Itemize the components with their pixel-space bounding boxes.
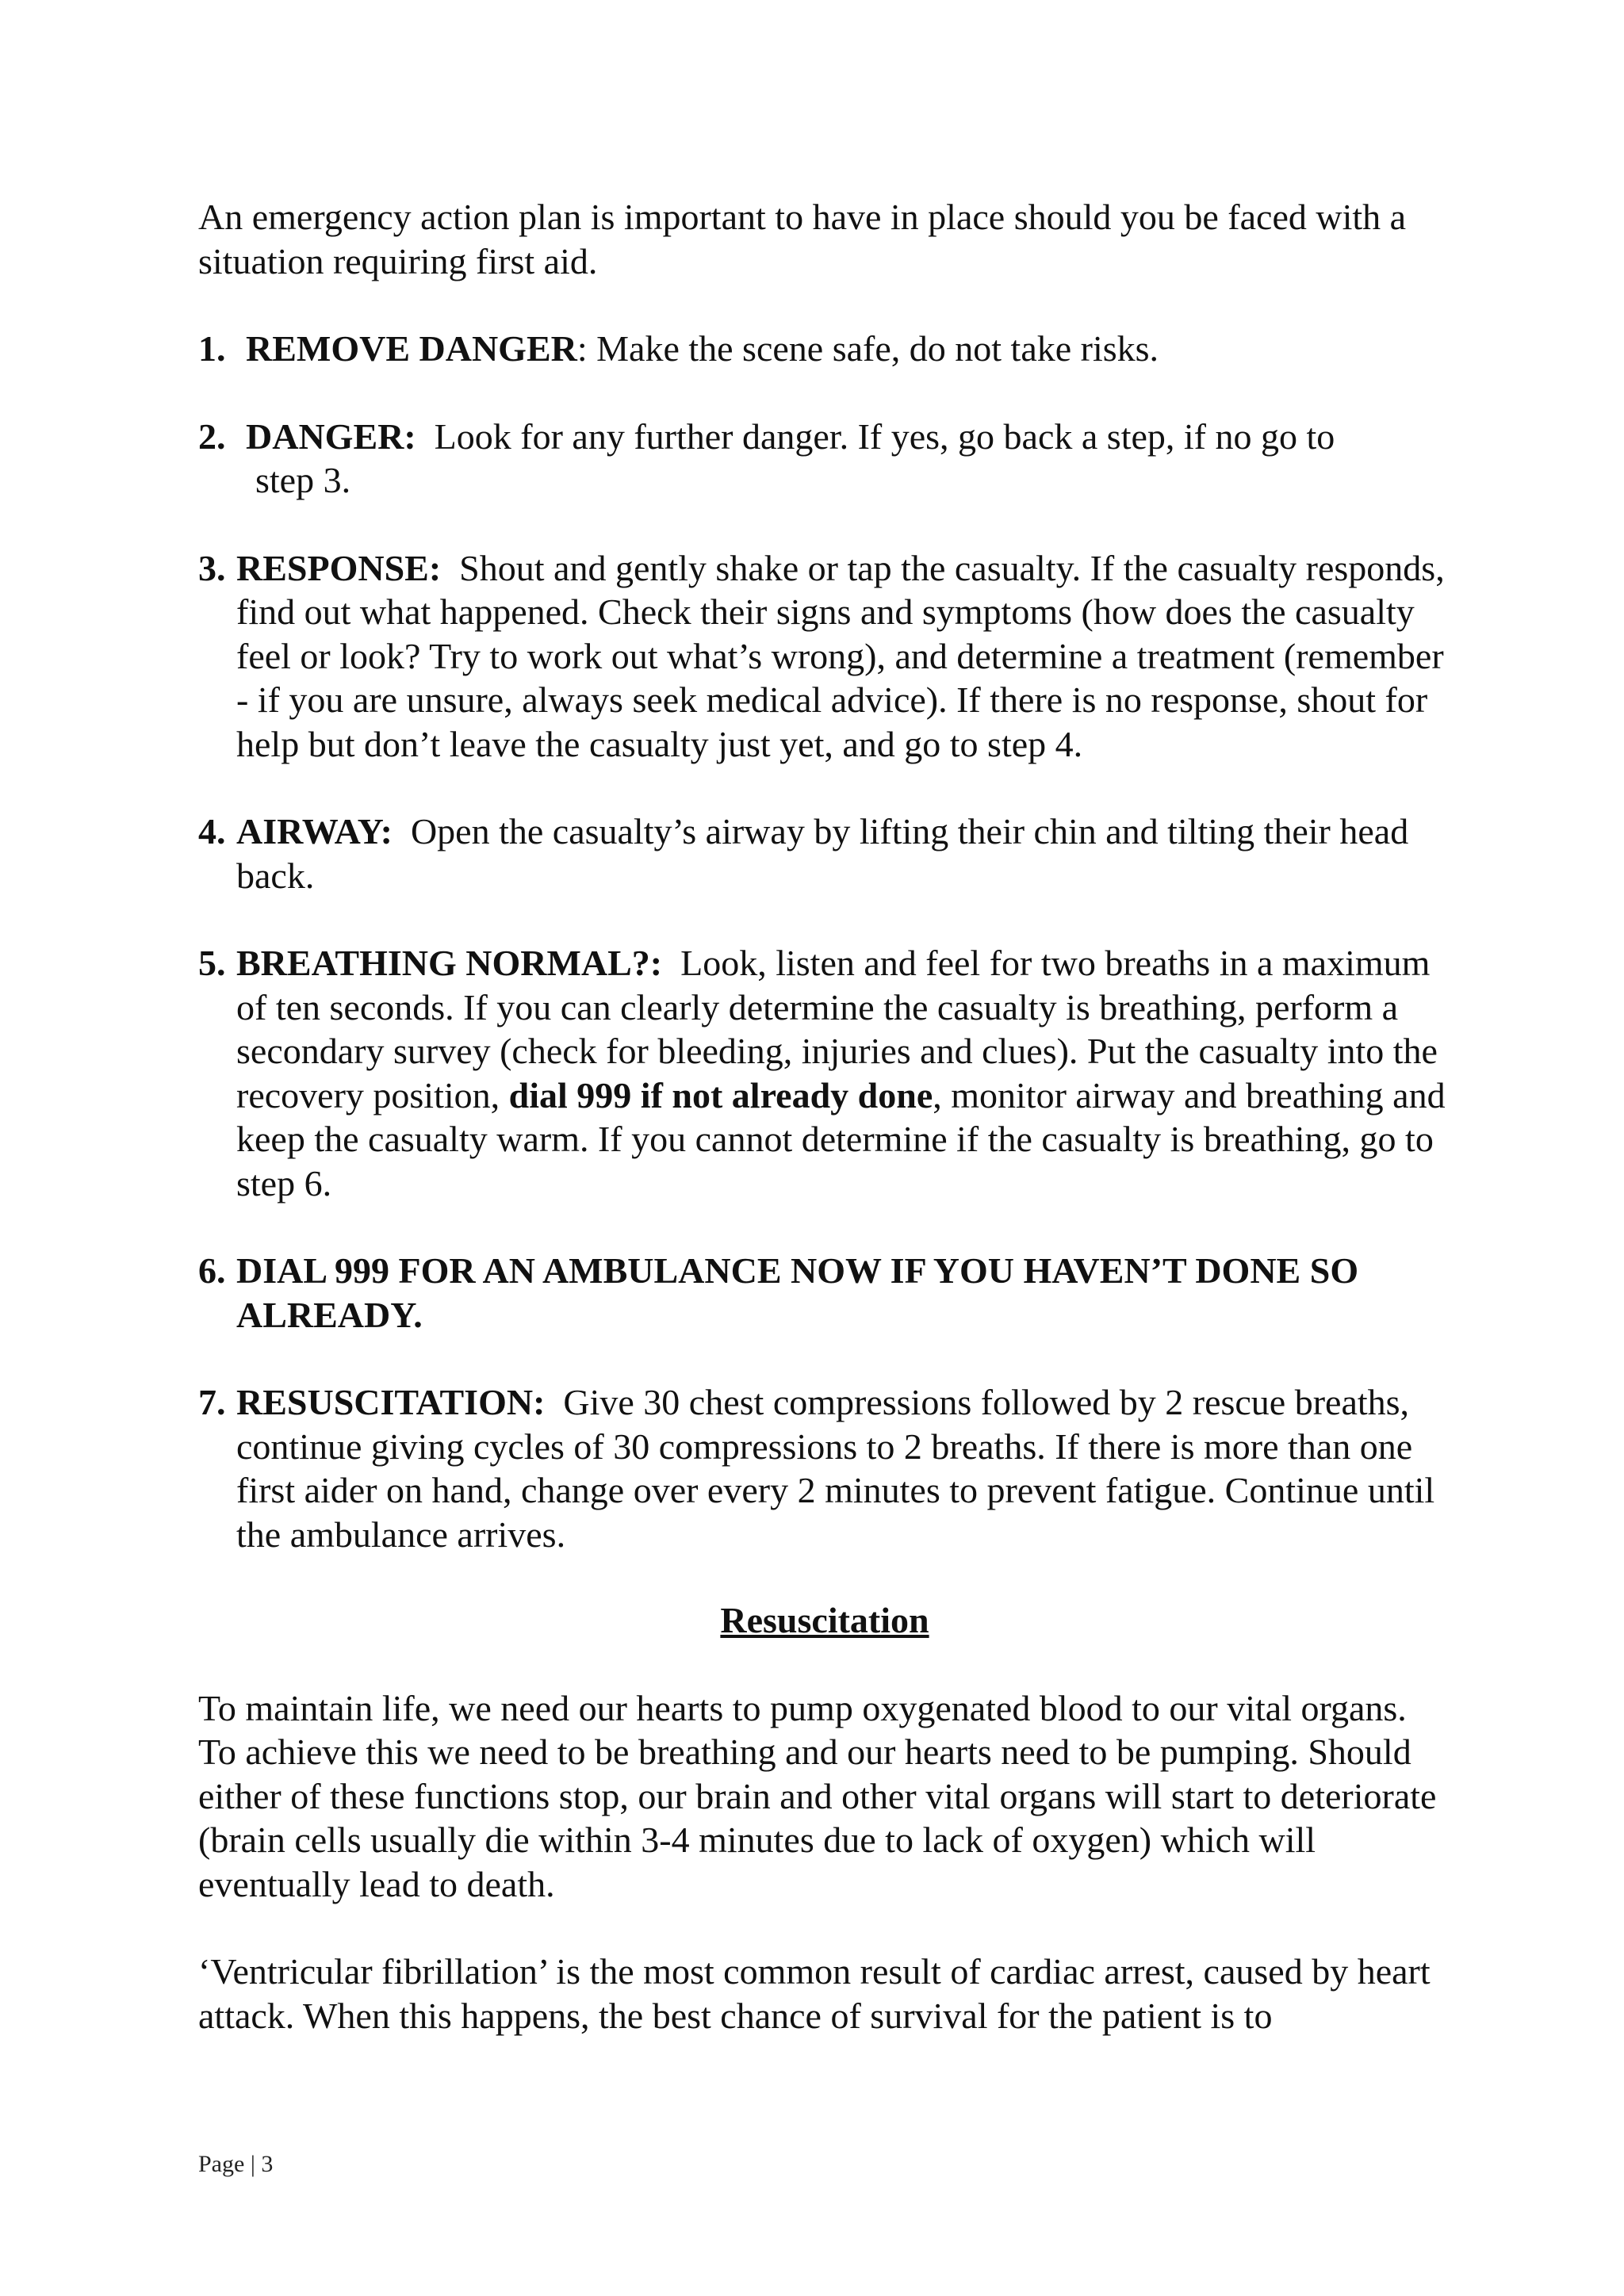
step-6 (198, 1249, 1451, 1337)
step-number: 4. (198, 811, 226, 851)
body-paragraph: ‘Ventricular fibrillation’ is the most common result of cardiac arrest, caused by heart attack. When this happens, the best chance of survival for the patient is to (198, 1951, 1431, 2036)
step-text: Look for any further danger. If yes, go back a step, if no go to (434, 415, 1335, 457)
body-paragraph: To maintain life, we need our hearts to pump oxygenated blood to our vital organs. To achieve this we need to be breathing and our hearts need to be pumping. Should either of these functions stop, our brain and other vital organs will start to deteriorate (brain cells usually die within 3-4 minutes due to lack of oxygen) which will eventually lead to death. (198, 1687, 1437, 1904)
step-number: 6. (198, 1250, 226, 1291)
step-title: DIAL 999 FOR AN AMBULANCE NOW IF YOU HAVEN’T DONE SO ALREADY. (236, 1250, 1359, 1335)
step-text-after: , monitor airway and breathing and keep the casualty warm. If you cannot determine if the casualty is breathing, go to step 6. (236, 1074, 1446, 1203)
step-body (236, 546, 1451, 767)
step-text: Look, listen and feel for two breaths in a maximum of ten seconds. If you can clearly determine the casualty is breathing, perform a secondary survey (check for bleeding, injuries and clues). Put the casualty into the recovery position, (236, 943, 1438, 1115)
section-heading: Resuscitation (720, 1600, 929, 1640)
step-title: DANGER: (246, 415, 416, 457)
step-5 (198, 941, 1451, 1205)
step-7 (198, 1380, 1451, 1556)
step-title: AIRWAY: (236, 811, 393, 851)
step-number: 1. (198, 328, 226, 369)
step-title: BREATHING NORMAL?: (236, 943, 663, 983)
step-body (246, 327, 1451, 371)
step-text: Open the casualty’s airway by lifting their chin and tilting their head back. (236, 811, 1409, 896)
step-text-continued: step 3. (255, 460, 351, 500)
step-body (236, 1249, 1451, 1337)
step-3 (198, 546, 1451, 767)
step-number: 5. (198, 943, 226, 983)
intro-paragraph: An emergency action plan is important to have in place should you be faced with a situation requiring first aid. (198, 197, 1407, 281)
step-title: RESUSCITATION: (236, 1382, 546, 1422)
step-text: Shout and gently shake or tap the casualty. If the casualty responds, find out what happened. Check their signs and symptoms (how does the casualty feel or look? Try to work out what’s wrong), and determine a treatment (remember - if you are unsure, always seek medical advice). If there is no response, shout for help but don’t leave the casualty just yet, and go to step 4. (236, 547, 1445, 764)
document-body (198, 195, 1451, 2081)
step-1 (198, 327, 1451, 371)
step-separator: : (576, 328, 597, 369)
step-text: Give 30 chest compressions followed by 2 rescue breaths, continue giving cycles of 30 compressions to 2 breaths. If there is more than one first aider on hand, change over every 2 minutes to prevent fatigue. Continue until the ambulance arrives. (236, 1382, 1435, 1555)
step-title: REMOVE DANGER (246, 328, 577, 369)
step-body (246, 415, 1451, 503)
step-number: 3. (198, 547, 226, 588)
step-body (236, 809, 1451, 897)
step-emphasis: dial 999 if not already done (508, 1074, 933, 1115)
step-body (236, 941, 1451, 1205)
step-number: 2. (198, 415, 226, 457)
page-footer: Page | 3 (198, 2151, 274, 2177)
step-title: RESPONSE: (236, 547, 442, 588)
step-2 (198, 415, 1451, 503)
step-4 (198, 809, 1451, 897)
step-body (236, 1380, 1451, 1556)
step-number: 7. (198, 1382, 226, 1422)
step-text: Make the scene safe, do not take risks. (596, 328, 1159, 369)
